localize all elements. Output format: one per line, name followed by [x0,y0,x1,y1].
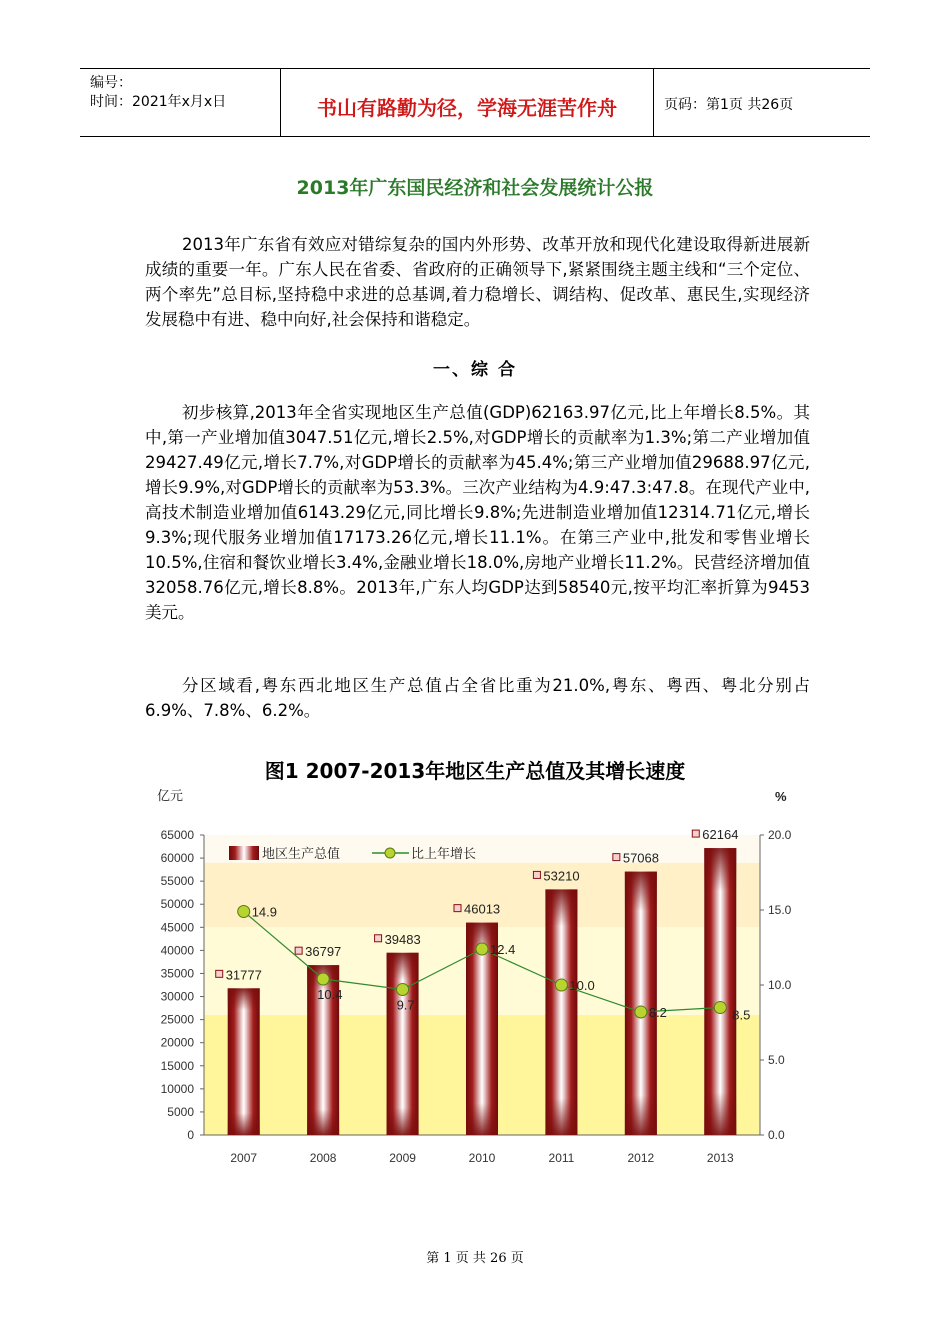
gdp-paragraph: 初步核算,2013年全省实现地区生产总值(GDP)62163.97亿元,比上年增长8.5%。其中,第一产业增加值3047.51亿元,增长2.5%,对GDP增长的贡献率为1.3%;第二产业增加值29427.49亿元,增长7.7%,对GDP增长的贡献率为45.4%;第三产业增加值29688.97亿元,增长9.9%,对GDP增长的贡献率为53.3%。三次产业结构为4.9:47.3:47.8。在现代产业中,高技术制造业增加值6143.29亿元,同比增长9.8%;先进制造业增加值12314.71亿元,增长9.3%;现代服务业增加值17173.26亿元,增长11.1%。在第三产业中,批发和零售业增长10.5%,住宿和餐饮业增长3.4%,金融业增长18.0%,房地产业增长11.2%。民营经济增加值32058.76亿元,增长8.8%。2013年,广东人均GDP达到58540元,按平均汇率折算为9453美元。 [145,403,810,622]
growth-value-label: 9.7 [396,997,415,1013]
y-tick-label-left: 30000 [160,989,194,1004]
date-label: 时间：2021年x月x日 [90,94,227,110]
y-tick-label-right: 10.0 [768,978,792,992]
y-tick-label-left: 15000 [160,1058,194,1073]
value-marker [533,871,540,878]
page-footer: 第 1 页 共 26 页 [426,1251,524,1266]
x-tick-label: 2012 [627,1151,655,1165]
x-tick-label: 2009 [389,1151,416,1165]
legend-bar-label: 地区生产总值 [262,846,341,861]
growth-value-label: 8.5 [732,1007,751,1023]
chart-title: 图1 2007-2013年地区生产总值及其增长速度 [264,759,686,783]
legend-line-label: 比上年增长 [411,846,477,861]
document-title: 2013年广东国民经济和社会发展统计公报 [296,177,654,199]
bar-value-label: 46013 [464,901,501,917]
value-marker [454,905,461,912]
growth-value-label: 8.2 [648,1005,667,1020]
y-tick-label-left: 25000 [160,1012,194,1027]
growth-point [476,943,488,955]
page-header [80,68,870,137]
y-tick-label-left: 50000 [160,897,194,912]
y-tick-label-left: 10000 [160,1081,194,1096]
plot-area [161,827,792,1165]
y-tick-label-left: 0 [187,1128,194,1142]
y-tick-label-right: 0.0 [768,1128,785,1142]
gdp-bar-shade [545,889,577,1135]
y-tick-label-left: 5000 [167,1104,194,1119]
growth-point [397,984,409,996]
y-tick-label-left: 60000 [160,851,194,866]
header-right-cell [654,69,870,136]
value-marker [613,854,620,861]
y-tick-label-right: 15.0 [768,903,792,917]
x-tick-label: 2008 [309,1151,337,1165]
number-label: 编号： [90,75,132,91]
growth-point [555,979,567,991]
bar-value-label: 31777 [225,967,262,983]
x-tick-label: 2011 [548,1151,575,1165]
legend-line-marker [385,848,395,858]
page-info: 页码：第1页 共26页 [664,97,794,113]
y-tick-label-right: 5.0 [768,1053,785,1067]
growth-point [714,1002,726,1014]
bar-value-label: 53210 [543,868,580,884]
y-tick-label-left: 40000 [160,943,194,958]
growth-value-label: 14.9 [251,904,278,920]
gdp-bar-shade [387,953,419,1135]
y-tick-label-left: 45000 [160,920,194,935]
y-tick-label-left: 20000 [160,1035,194,1050]
y-axis-label-right: % [775,789,787,804]
value-marker [375,935,382,942]
growth-value-label: 10.0 [569,978,595,993]
gdp-chart [140,745,810,1175]
gdp-bar-shade [625,872,657,1135]
y-axis-label-left: 亿元 [157,788,184,803]
x-tick-label: 2010 [468,1151,496,1165]
section-title: 一、综 合 [433,360,517,380]
y-tick-label-left: 55000 [160,874,194,889]
x-tick-label: 2013 [706,1151,734,1165]
value-marker [295,947,302,954]
intro-paragraph: 2013年广东省有效应对错综复杂的国内外形势、改革开放和现代化建设取得新进展新成绩的重要一年。广东人民在省委、省政府的正确领导下,紧紧围绕主题主线和“三个定位、两个率先”总目标,坚持稳中求进的总基调,着力稳增长、调结构、促改革、惠民生,实现经济发展稳中有进、稳中向好,社会保持和谐稳定。 [145,235,810,329]
plot-band-upper [204,863,760,928]
growth-point [238,906,250,918]
bar-value-label: 57068 [622,850,660,866]
value-marker [692,830,699,837]
bar-value-label: 36797 [305,944,342,960]
value-marker [216,970,223,977]
growth-point [635,1006,647,1018]
header-center-cell [280,69,654,136]
y-tick-label-left: 65000 [160,828,194,842]
gdp-bar-shade [228,988,260,1135]
growth-value-label: 12.4 [490,942,516,957]
growth-value-label: 10.4 [317,987,343,1002]
x-tick-label: 2007 [230,1151,258,1165]
y-tick-label-left: 35000 [160,966,194,981]
header-left-cell [80,69,280,136]
gdp-bar-shade [704,848,736,1135]
legend-bar-swatch [229,846,259,860]
region-paragraph: 分区域看,粤东西北地区生产总值占全省比重为21.0%,粤东、粤西、粤北分别占6.9%、7.8%、6.2%。 [145,676,810,720]
motto: 书山有路勤为径，学海无涯苦作舟 [317,96,617,120]
growth-point [317,973,329,985]
bar-value-label: 62164 [702,827,739,843]
bar-value-label: 39483 [384,931,421,947]
y-tick-label-right: 20.0 [768,828,792,842]
